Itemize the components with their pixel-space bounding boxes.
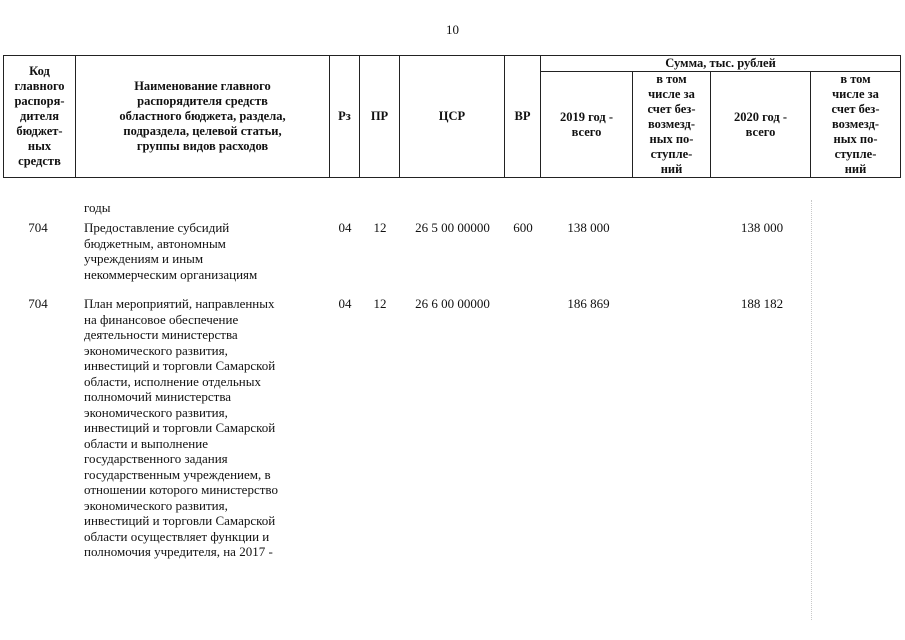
- text-line: государственным учреждением, в: [84, 466, 271, 482]
- header-pr: ПР: [360, 56, 400, 178]
- text-line: инвестиций и торговли Самарской: [84, 513, 276, 528]
- table-header: [3, 55, 901, 178]
- text-line: счет без-: [831, 102, 880, 116]
- row-sum-2020: 138 000: [740, 220, 784, 235]
- text-line: отношении которого министерство: [84, 482, 278, 497]
- text-line: области, исполнение отдельных: [84, 373, 261, 389]
- text-line: инвестиций и торговли Самарской: [84, 420, 276, 435]
- text-line: 2020 год -: [734, 109, 787, 124]
- text-line: Наименование главного: [134, 79, 271, 93]
- text-line: ных по-: [649, 132, 694, 146]
- row-csr: 26 6 00 00000: [415, 296, 490, 311]
- text-line: всего: [571, 124, 602, 139]
- header-2020-grants: [811, 72, 901, 178]
- header-2019-grants: [633, 72, 711, 178]
- text-line: главного: [14, 79, 65, 93]
- text-line: инвестиций и торговли Самарской: [84, 358, 276, 373]
- text-line: Предоставление субсидий: [84, 220, 230, 235]
- text-line: числе за: [832, 87, 879, 101]
- text-line: государственного задания: [84, 451, 228, 466]
- header-vr: ВР: [505, 56, 541, 178]
- text-line: Код: [29, 64, 50, 78]
- header-rz: Рз: [330, 56, 360, 178]
- row-vr: 600: [513, 220, 533, 235]
- row-pr: 12: [373, 296, 387, 311]
- text-line: экономического развития,: [84, 404, 228, 420]
- text-line: бюджетным, автономным: [84, 235, 226, 251]
- faint-column-guide: [811, 200, 812, 620]
- text-line: ний: [844, 162, 867, 176]
- text-line: области и выполнение: [84, 435, 208, 451]
- text-line: некоммерческим организациям: [84, 266, 258, 282]
- row-rz: 04: [338, 220, 352, 235]
- text-line: бюджет-: [16, 124, 63, 138]
- carry-over-text: годы: [84, 200, 111, 215]
- text-line: возмезд-: [831, 117, 880, 131]
- text-line: распорядителя средств: [137, 94, 268, 108]
- text-line: 2019 год -: [560, 109, 613, 124]
- row-csr: 26 5 00 00000: [415, 220, 490, 235]
- row-sum-2019: 186 869: [567, 296, 610, 311]
- header-csr: ЦСР: [400, 56, 505, 178]
- text-line: области осуществляет функции и: [84, 528, 270, 544]
- header-2019-total: [541, 72, 633, 178]
- header-2020-total: [711, 72, 811, 178]
- text-line: в том: [840, 72, 871, 86]
- text-line: План мероприятий, направленных: [84, 296, 275, 311]
- row-name: [84, 220, 329, 282]
- text-line: учреждениям и иным: [84, 251, 204, 266]
- page-number: 10: [446, 22, 459, 37]
- text-line: средств: [18, 154, 61, 168]
- text-line: полномочия учредителя, на 2017 -: [84, 544, 273, 559]
- text-line: счет без-: [647, 102, 696, 116]
- row-code: 704: [28, 296, 48, 311]
- text-line: областного бюджета, раздела,: [119, 109, 286, 123]
- row-rz: 04: [338, 296, 352, 311]
- text-line: числе за: [648, 87, 695, 101]
- text-line: распоря-: [14, 94, 65, 108]
- text-line: дителя: [20, 109, 59, 123]
- text-line: в том: [656, 72, 687, 86]
- text-line: группы видов расходов: [136, 139, 269, 153]
- text-line: экономического развития,: [84, 497, 228, 513]
- row-sum-2020: 188 182: [740, 296, 784, 311]
- text-line: ступле-: [650, 147, 693, 161]
- row-pr: 12: [373, 220, 387, 235]
- row-sum-2019: 138 000: [567, 220, 610, 235]
- row-code: 704: [28, 220, 48, 235]
- row-name: [84, 296, 329, 560]
- text-line: на финансовое обеспечение: [84, 311, 239, 327]
- text-line: полномочий министерства: [84, 389, 232, 404]
- text-line: ний: [660, 162, 683, 176]
- text-line: ступле-: [834, 147, 877, 161]
- header-name: [76, 56, 330, 178]
- text-line: ных: [27, 139, 52, 153]
- text-line: всего: [745, 124, 776, 139]
- text-line: деятельности министерства: [84, 327, 238, 342]
- text-line: подраздела, целевой статьи,: [123, 124, 282, 138]
- header-sum-group: Сумма, тыс. рублей: [541, 56, 901, 72]
- text-line: ных по-: [833, 132, 878, 146]
- text-line: экономического развития,: [84, 342, 228, 358]
- text-line: возмезд-: [647, 117, 696, 131]
- header-code: [4, 56, 76, 178]
